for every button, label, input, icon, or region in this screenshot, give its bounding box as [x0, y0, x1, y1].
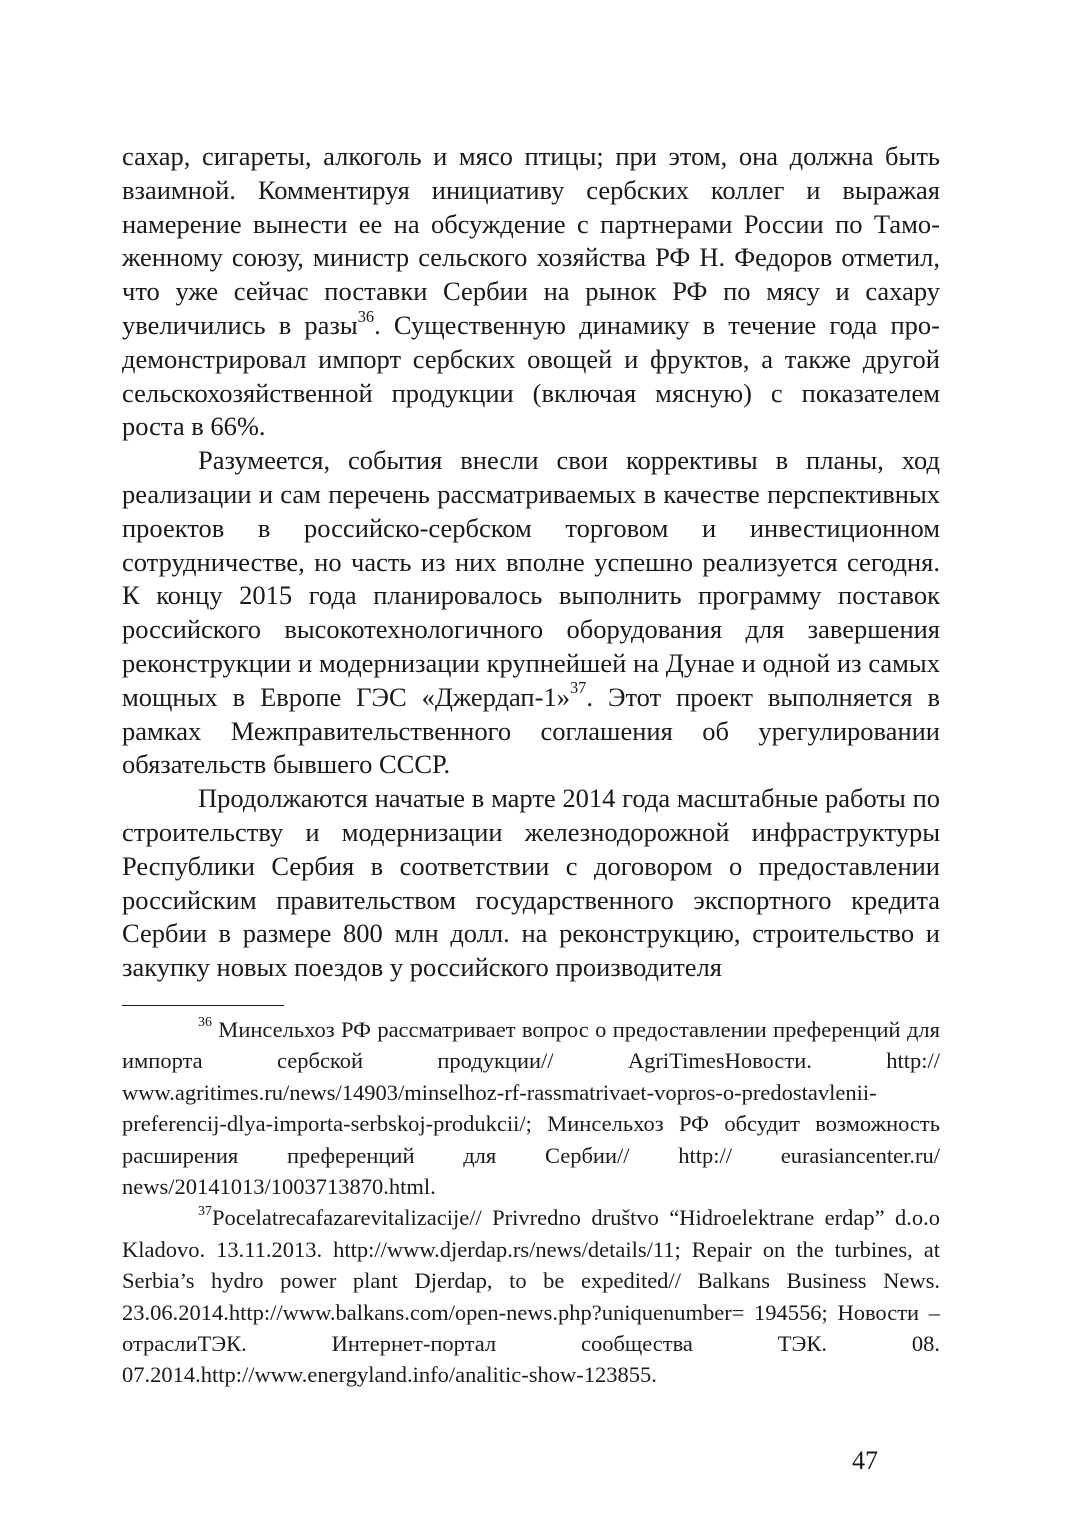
paragraph-1-text-before: сахар, сигареты, алкоголь и мясо птицы; при этом, она должна быть взаимной. Комментируя инициативу сербских коллег и выражая намерение вынести ее на обсуждение с партнерами России по Таможенному союзу, министр сельского хозяйства РФ Н. Федоров отметил, что уже сейчас поставки Сербии на рынок РФ по мясу и сахару увеличились в разы	[122, 141, 940, 340]
page-number: 47	[852, 1446, 878, 1475]
footnote-37-text: Pocelatrecafazarevitalizacije// Privredno društvo “Hidroelektrane erdap” d.o.o Kladovo. 13.11.2013. http://www.djerdap.rs/news/details/11; Repair on the turbines, at Serbia’s hydro power plant Djerdap, to be expedited// Balkans Business News. 23.06.2014.http://www.balkans.com/open-news.php?uniquenumber= 194556; Новости – отраслиТЭК. Интернет-портал сообщества ТЭК. 08. 07.2014.http://www.energyland.info/analitic-show-123855.	[122, 1205, 940, 1388]
footnote-number-36: 36	[198, 1015, 212, 1031]
paragraph-2	[122, 444, 940, 782]
footnote-36	[122, 1014, 940, 1202]
main-text	[122, 140, 940, 985]
footnote-ref-37[interactable]: 37	[569, 678, 587, 698]
paragraph-2-text-before: Разумеется, события внесли свои коррективы в планы, ход реализации и сам перечень рассматриваемых в качестве перспективных проектов в российско-сербском торговом и инвестиционном сотрудничестве, но часть из них вполне успешно реализуется сегодня. К концу 2015 года планировалось выполнить программу поставок российского высокотехнологичного оборудования для завершения реконструкции и модернизации крупнейшей на Дунае и одной из самых мощных в Европе ГЭС «Джердап-1»	[122, 445, 940, 712]
paragraph-1	[122, 140, 940, 444]
footnote-number-37: 37	[198, 1203, 212, 1219]
footnote-37	[122, 1202, 940, 1390]
paragraph-1-text-after: . Существенную динамику в течение года продемонстрировал импорт сербских овощей и фруктов, а также другой сельскохозяйственной продукции (включая мясную) с показателем роста в 66%.	[122, 309, 940, 442]
page-content	[122, 140, 940, 1391]
paragraph-3: Продолжаются начатые в марте 2014 года масштабные работы по строительству и модернизации железнодорожной инфраструктуры Республики Сербия в соответствии с договором о предоставлении российским правительством государственного экспортного кредита Сербии в размере 800 млн долл. на реконструкцию, строительство и закупку новых поездов у российского производителя	[122, 783, 940, 983]
footnotes	[122, 1014, 940, 1391]
footnote-36-text: Минсельхоз РФ рассматривает вопрос о предоставлении преференций для импорта сербской продукции// AgriTimesНовости. http:// www.agritimes.ru/news/14903/minselhoz-rf-rassmatrivaet-vopros-o-predostavlenii-preferencij-dlya-importa-serbskoj-produkcii/; Минсельхоз РФ обсудит возможность расширения преференций для Сербии// http:// eurasiancenter.ru/ news/20141013/1003713870.html.	[122, 1016, 940, 1199]
footnote-ref-36[interactable]: 36	[357, 306, 375, 326]
footnote-separator	[122, 1005, 284, 1006]
paragraph-2-text-after: . Этот проект выполняется в рамках Межправительственного соглашения об урегулировании обязательств бывшего СССР.	[122, 681, 940, 780]
